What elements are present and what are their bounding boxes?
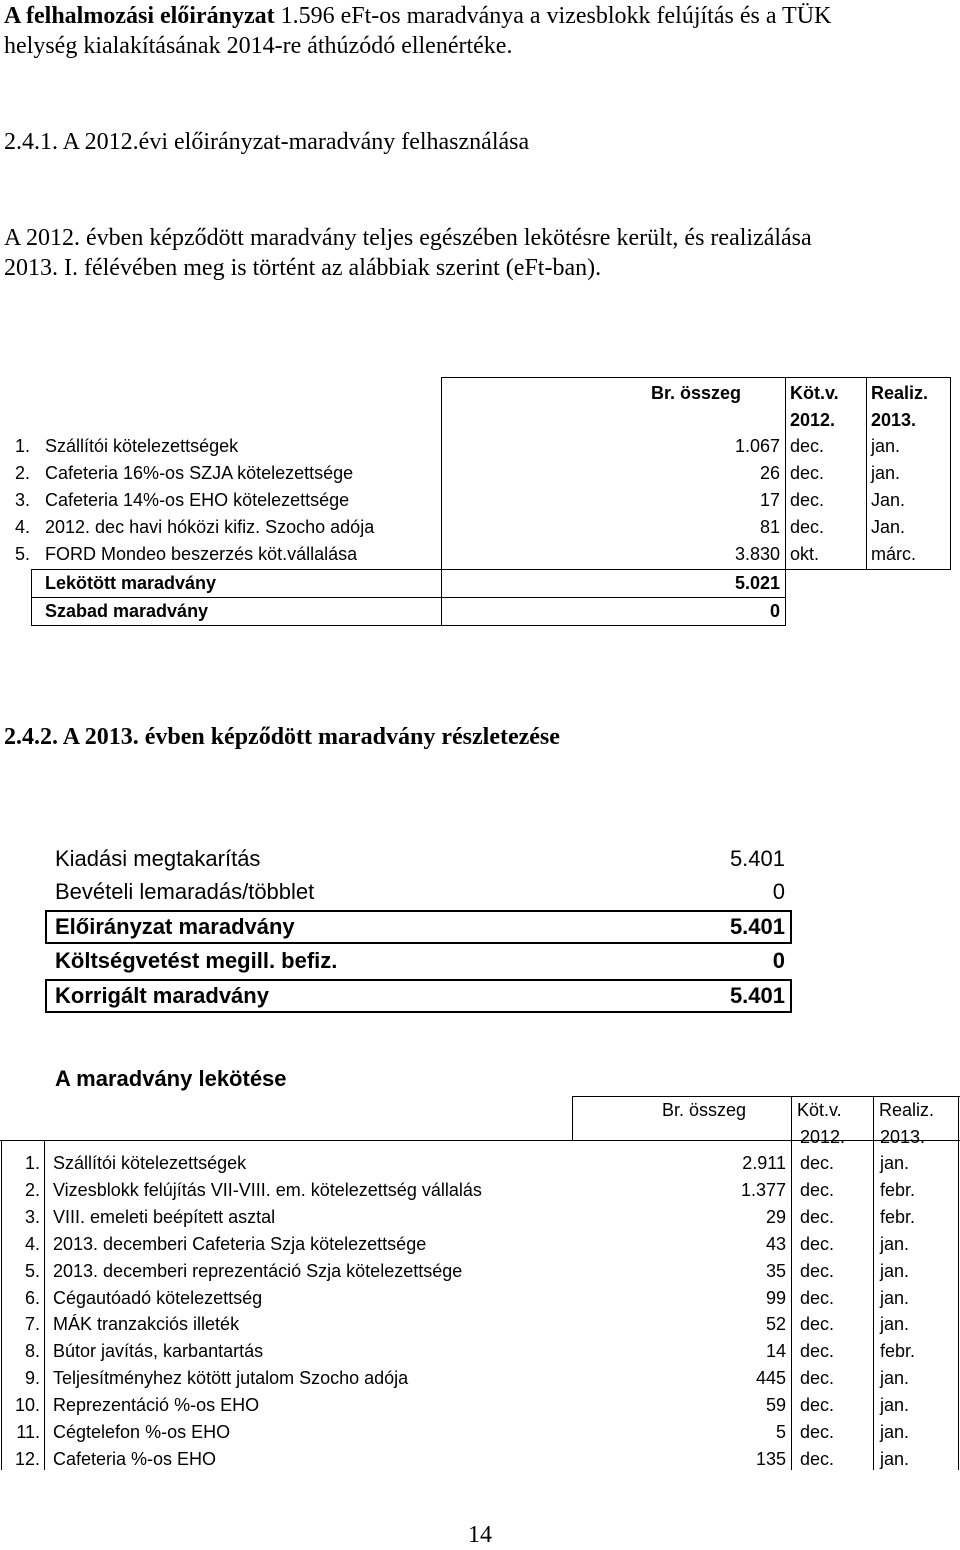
t3-header-amount: Br. összeg [662, 1100, 747, 1120]
section-242-title [4, 722, 560, 752]
intro-paragraph [4, 1, 954, 61]
row-no: 5. [24, 1261, 40, 1281]
summary-amount: 5.401 [729, 983, 785, 1008]
row-kot: dec. [800, 1261, 835, 1281]
row-realiz: jan. [880, 1449, 910, 1469]
row-amount: 17 [759, 490, 780, 510]
paragraph-1-line1: A 2012. évben képződött maradvány teljes egészében lekötésre került, és realizálása [4, 225, 812, 251]
row-kot: dec. [800, 1422, 835, 1442]
row-kot: dec. [800, 1368, 835, 1388]
row-realiz: jan. [880, 1422, 910, 1442]
row-label: Cafeteria 16%-os SZJA kötelezettsége [45, 463, 354, 483]
row-no: 4. [15, 517, 31, 537]
row-amount: 1.067 [734, 436, 780, 456]
row-no: 3. [15, 490, 31, 510]
row-realiz: márc. [871, 544, 916, 564]
row-kot: dec. [800, 1234, 835, 1254]
row-realiz: febr. [880, 1341, 916, 1361]
row-label: Teljesítményhez kötött jutalom Szocho adója [53, 1368, 409, 1388]
total-amount: 5.021 [734, 573, 780, 593]
row-kot: dec. [800, 1207, 835, 1227]
row-amount: 3.830 [734, 544, 780, 564]
row-amount: 1.377 [740, 1180, 786, 1200]
row-no: 5. [15, 544, 31, 564]
row-label: Reprezentáció %-os EHO [53, 1395, 260, 1415]
row-label: Bútor javítás, karbantartás [53, 1341, 264, 1361]
table3-title: A maradvány lekötése [55, 1066, 287, 1091]
row-realiz: jan. [880, 1261, 910, 1281]
row-label: MÁK tranzakciós illeték [53, 1314, 240, 1334]
t3-header-kot-year: 2012. [800, 1127, 846, 1147]
t1-header-amount: Br. összeg [651, 383, 742, 403]
page-number: 14 [468, 1522, 492, 1548]
row-no: 4. [24, 1234, 40, 1254]
paragraph-1-line2: 2013. I. félévében meg is történt az alábbiak szerint (eFt-ban). [4, 255, 602, 281]
section-242-num: 2.4.2. [4, 724, 58, 750]
row-kot: okt. [790, 544, 820, 564]
row-label: 2013. decemberi reprezentáció Szja kötelezettsége [53, 1261, 463, 1281]
row-realiz: jan. [880, 1288, 910, 1308]
summary-label: Előirányzat maradvány [55, 914, 295, 939]
row-amount: 52 [765, 1314, 786, 1334]
row-no: 1. [24, 1153, 40, 1173]
row-amount: 445 [755, 1368, 786, 1388]
row-amount: 59 [765, 1395, 786, 1415]
row-realiz: jan. [880, 1395, 910, 1415]
t1-header-realiz: Realiz. [871, 383, 929, 403]
row-kot: dec. [800, 1395, 835, 1415]
row-amount: 5 [775, 1422, 786, 1442]
row-label: Szállítói kötelezettségek [45, 436, 239, 456]
row-amount: 43 [765, 1234, 786, 1254]
row-label: 2013. decemberi Cafeteria Szja kötelezettsége [53, 1234, 427, 1254]
row-kot: dec. [800, 1341, 835, 1361]
row-amount: 135 [755, 1449, 786, 1469]
row-kot: dec. [790, 463, 825, 483]
t3-header-realiz: Realiz. [879, 1100, 935, 1120]
row-kot: dec. [800, 1153, 835, 1173]
row-label: Szállítói kötelezettségek [53, 1153, 247, 1173]
row-amount: 81 [759, 517, 780, 537]
row-no: 7. [24, 1314, 40, 1334]
total-label: Szabad maradvány [45, 601, 209, 621]
row-realiz: Jan. [871, 490, 906, 510]
paragraph-1 [4, 223, 960, 283]
summary-label: Bevételi lemaradás/többlet [55, 879, 315, 904]
row-no: 11. [16, 1422, 40, 1442]
row-kot: dec. [800, 1180, 835, 1200]
row-amount: 99 [765, 1288, 786, 1308]
summary-amount: 5.401 [729, 914, 785, 939]
row-label: Cafeteria 14%-os EHO kötelezettsége [45, 490, 350, 510]
t3-header-realiz-year: 2013. [880, 1127, 926, 1147]
row-label: Cafeteria %-os EHO [53, 1449, 217, 1469]
summary-label: Költségvetést megill. befiz. [55, 948, 338, 973]
total-label: Lekötött maradvány [45, 573, 217, 593]
row-realiz: Jan. [871, 517, 906, 537]
row-kot: dec. [790, 490, 825, 510]
intro-line2: helység kialakításának 2014-re áthúzódó ellenértéke. [4, 33, 513, 59]
row-realiz: jan. [871, 436, 901, 456]
section-241-title: 2.4.1. A 2012.évi előirányzat-maradvány felhasználása [4, 129, 530, 155]
row-no: 2. [15, 463, 31, 483]
row-no: 2. [24, 1180, 40, 1200]
row-label: Cégtelefon %-os EHO [53, 1422, 231, 1442]
row-realiz: jan. [880, 1234, 910, 1254]
row-realiz: febr. [880, 1207, 916, 1227]
total-amount: 0 [769, 601, 780, 621]
t1-header-realiz-year: 2013. [871, 410, 917, 430]
row-label: Vizesblokk felújítás VII-VIII. em. kötelezettség vállalás [53, 1180, 482, 1200]
intro-rest: 1.596 eFt-os maradványa a vizesblokk felújítás és a TÜK [274, 3, 832, 29]
row-kot: dec. [800, 1449, 835, 1469]
row-amount: 14 [765, 1341, 786, 1361]
summary-label: Kiadási megtakarítás [55, 846, 261, 871]
summary-amount: 0 [772, 879, 785, 904]
section-242-text: A 2013. évben képződött maradvány részletezése [62, 724, 560, 750]
row-no: 3. [24, 1207, 40, 1227]
t1-header-kot-year: 2012. [790, 410, 836, 430]
summary-amount: 5.401 [729, 846, 785, 871]
row-no: 1. [15, 436, 31, 456]
row-realiz: febr. [880, 1180, 916, 1200]
row-no: 9. [24, 1368, 40, 1388]
row-realiz: jan. [880, 1153, 910, 1173]
row-label: VIII. emeleti beépített asztal [53, 1207, 276, 1227]
summary-amount: 0 [772, 948, 785, 973]
row-kot: dec. [800, 1314, 835, 1334]
row-amount: 35 [765, 1261, 786, 1281]
row-kot: dec. [790, 436, 825, 456]
summary-label: Korrigált maradvány [55, 983, 269, 1008]
row-label: 2012. dec havi hóközi kifiz. Szocho adója [45, 517, 375, 537]
row-label: FORD Mondeo beszerzés köt.vállalása [45, 544, 358, 564]
row-no: 10. [14, 1395, 40, 1415]
row-kot: dec. [800, 1288, 835, 1308]
row-amount: 26 [759, 463, 780, 483]
row-no: 6. [24, 1288, 40, 1308]
row-realiz: jan. [880, 1314, 910, 1334]
row-amount: 29 [765, 1207, 786, 1227]
row-amount: 2.911 [742, 1153, 786, 1173]
row-kot: dec. [790, 517, 825, 537]
row-realiz: jan. [871, 463, 901, 483]
row-label: Cégautóadó kötelezettség [53, 1288, 263, 1308]
intro-lead: A felhalmozási előirányzat [4, 3, 275, 29]
t1-header-kot: Köt.v. [790, 383, 839, 403]
row-realiz: jan. [880, 1368, 910, 1388]
t3-header-kot: Köt.v. [797, 1100, 842, 1120]
row-no: 12. [14, 1449, 40, 1469]
row-no: 8. [24, 1341, 40, 1361]
